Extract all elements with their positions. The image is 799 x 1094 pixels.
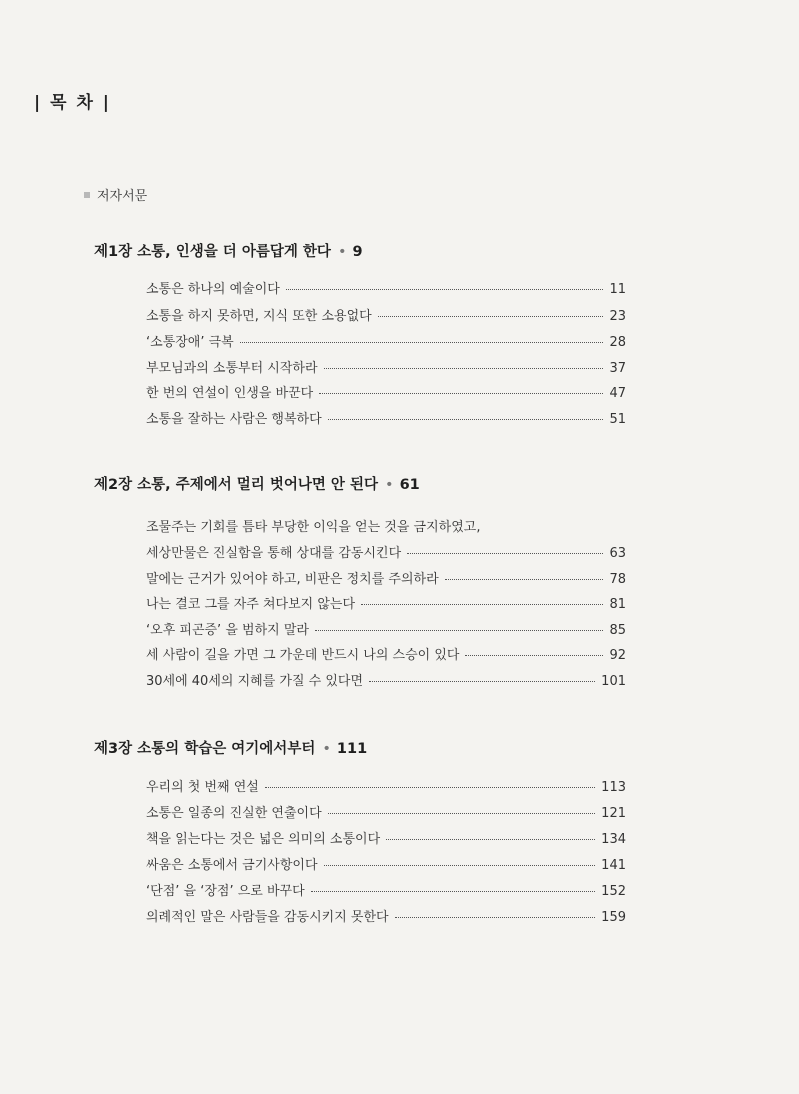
chapter-1-heading[interactable]: 제1장 소통, 인생을 더 아름답게 한다 • 9 [94,244,363,260]
entry-title: 나는 결코 그를 자주 쳐다보지 않는다 [146,597,356,612]
entry-title: 우리의 첫 번째 연설 [146,780,259,795]
entry-title: 의례적인 말은 사람들을 감동시키지 못한다 [146,910,389,925]
toc-entry[interactable] [146,408,626,427]
entry-page: 159 [601,910,626,925]
entry-title: 30세에 40세의 지혜를 가질 수 있다면 [146,674,363,689]
chapter-2-heading[interactable]: 제2장 소통, 주제에서 멀리 벗어나면 안 된다 • 61 [94,477,420,493]
entry-title: 말에는 근거가 있어야 하고, 비판은 정치를 주의하라 [146,572,439,587]
entry-title: 책을 읽는다는 것은 넓은 의미의 소통이다 [146,832,381,847]
entry-page: 28 [609,335,626,350]
square-bullet-icon [84,192,90,198]
entry-page: 85 [609,623,626,638]
entry-page: 152 [601,884,626,899]
toc-entry[interactable] [146,593,626,612]
toc-entry[interactable] [146,331,626,350]
entry-page: 141 [601,858,626,873]
entry-title: 소통을 하지 못하면, 지식 또한 소용없다 [146,309,372,324]
entry-title: 부모님과의 소통부터 시작하라 [146,361,318,376]
entry-title: 소통을 잘하는 사람은 행복하다 [146,412,322,427]
entry-title: ‘오후 피곤증’ 을 범하지 말라 [146,623,309,638]
toc-entry[interactable] [146,776,626,795]
chapter-title: 제1장 소통, 인생을 더 아름답게 한다 [94,244,331,260]
entry-page: 78 [609,572,626,587]
entry-page: 81 [609,597,626,612]
toc-entry[interactable] [146,906,626,925]
entry-title: 세 사람이 길을 가면 그 가운데 반드시 나의 스승이 있다 [146,648,460,663]
toc-entry[interactable] [146,382,626,401]
entry-title: 한 번의 연설이 인생을 바꾼다 [146,386,314,401]
preface-item[interactable] [84,185,147,204]
toc-entry[interactable] [146,305,626,324]
entry-page: 11 [609,282,626,297]
entry-title: 소통은 일종의 진실한 연출이다 [146,806,322,821]
chapter-page: 61 [399,477,420,493]
chapter-3-heading[interactable]: 제3장 소통의 학습은 여기에서부터 • 111 [94,741,368,757]
entry-page: 47 [609,386,626,401]
toc-entry[interactable] [146,619,626,638]
toc-entry[interactable] [146,278,626,297]
chapter-title: 제3장 소통의 학습은 여기에서부터 [94,741,316,757]
entry-title: 소통은 하나의 예술이다 [146,282,280,297]
toc-title: | 목 차 | [34,93,112,113]
toc-entry[interactable] [146,880,626,899]
toc-entry[interactable] [146,644,626,663]
chapter-page: 9 [352,244,363,260]
entry-page: 63 [609,546,626,561]
toc-entry[interactable] [146,828,626,847]
entry-title: ‘단점’ 을 ‘장점’ 으로 바꾸다 [146,884,305,899]
chapter-page: 111 [336,741,368,757]
toc-entry[interactable] [146,854,626,873]
entry-page: 51 [609,412,626,427]
entry-title: 싸움은 소통에서 금기사항이다 [146,858,318,873]
toc-entry[interactable] [146,357,626,376]
entry-page: 121 [601,806,626,821]
chapter-title: 제2장 소통, 주제에서 멀리 벗어나면 안 된다 [94,477,379,493]
entry-page: 101 [601,674,626,689]
toc-entry[interactable] [146,670,626,689]
entry-page: 92 [609,648,626,663]
toc-entry[interactable] [146,802,626,821]
entry-page: 37 [609,361,626,376]
entry-page: 23 [609,309,626,324]
toc-entry-first-line: 조물주는 기회를 틈타 부당한 이익을 얻는 것을 금지하였고, [146,520,481,535]
preface-label: 저자서문 [97,189,148,204]
toc-entry[interactable] [146,542,626,561]
entry-title: ‘소통장애’ 극복 [146,335,234,350]
entry-page: 113 [601,780,626,795]
toc-entry[interactable] [146,568,626,587]
entry-page: 134 [601,832,626,847]
entry-title: 세상만물은 진실함을 통해 상대를 감동시킨다 [146,546,402,561]
